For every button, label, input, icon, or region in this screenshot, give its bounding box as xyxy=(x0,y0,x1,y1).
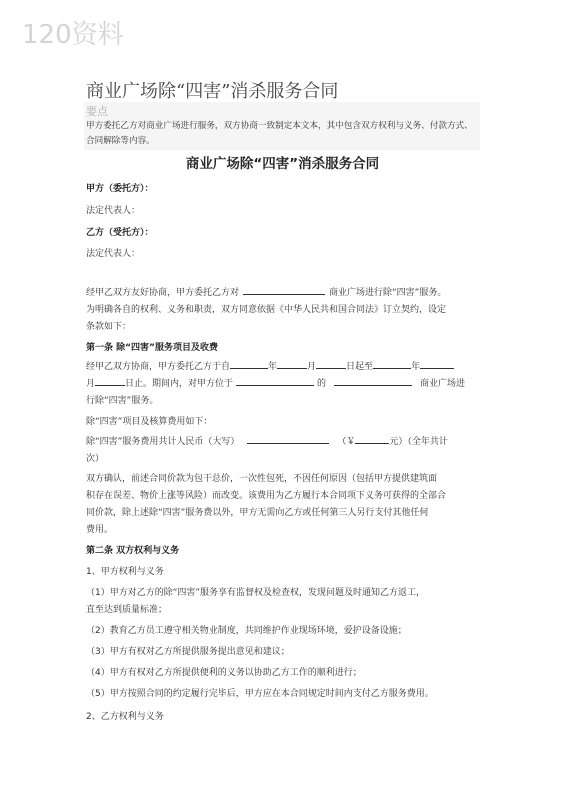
fee-line xyxy=(86,434,448,451)
summary-label: 要点 xyxy=(86,105,108,118)
blank-year-1 xyxy=(230,359,268,369)
party-a-right-1-line-2: 直至达到质量标准； xyxy=(86,605,168,615)
contract-title: 商业广场除“四害”消杀服务合同 xyxy=(185,156,380,172)
document-title: 商业广场除“四害”消杀服务合同 xyxy=(86,81,339,102)
fee-text-c: 元）（全年共计 xyxy=(389,437,448,447)
party-a-right-5: （5）甲方按照合同的约定履行完毕后，甲方应在本合同规定时间内支付乙方服务费用。 xyxy=(86,689,434,699)
summary-text: 甲方委托乙方对商业广场进行服务，双方协商一致制定本文本，其中包含双方权利与义务、付款方式、合同解除等内容。 xyxy=(86,121,473,146)
blank-day-1 xyxy=(316,359,346,369)
summary-box xyxy=(84,102,480,150)
intro-text-1: 经甲乙双方友好协商，甲方委托乙方对 xyxy=(86,288,240,298)
intro-line-1 xyxy=(86,285,446,302)
party-a-right-4: （4）甲方有权对乙方所提供便利的义务以协助乙方工作的顺利进行； xyxy=(86,668,362,678)
intro-text-2: 商业广场进行除“四害”服务。 xyxy=(329,288,447,298)
article-1-heading: 第一条 除“四害”服务项目及收费 xyxy=(86,343,218,353)
a1-text-h: 的 xyxy=(317,379,327,389)
a1-text-f: 月 xyxy=(86,379,96,389)
party-a-rights-title: 1、甲方权利与义务 xyxy=(86,567,164,577)
confirm-line-1: 双方确认，前述合同价款为包干总价，一次性包死，不因任何原因（包括甲方提供建筑面 xyxy=(86,474,438,484)
party-b-representative: 法定代表人： xyxy=(86,249,141,259)
blank-month-1 xyxy=(277,359,307,369)
a1-text-i: 商业广场进 xyxy=(420,379,466,389)
party-a-representative: 法定代表人： xyxy=(86,206,141,216)
party-a-label: 甲方（委托方）： xyxy=(86,184,154,194)
blank-fee-amount xyxy=(355,434,389,444)
fee-intro: 除“四害”项目及核算费用如下： xyxy=(86,417,213,427)
a1-text-e: 年 xyxy=(411,362,421,372)
watermark: 120资料 xyxy=(22,20,124,50)
article-1-line-1 xyxy=(86,359,454,376)
party-b-label: 乙方（受托方）： xyxy=(86,228,154,238)
blank-month-2a xyxy=(420,359,454,369)
confirm-line-2: 积存在误差、物价上涨等风险）而改变。该费用为乙方履行本合同项下义务可获得的全部合 xyxy=(86,491,447,501)
a1-text-g: 日止。期间内，对甲方位于 xyxy=(125,379,234,389)
blank-year-2 xyxy=(373,359,411,369)
intro-line-3: 条款如下： xyxy=(86,322,132,332)
party-b-rights-title: 2、乙方权利与义务 xyxy=(86,712,164,722)
fee-text-b: （￥ xyxy=(337,437,356,447)
party-a-right-2: （2）教育乙方员工遵守相关物业制度，共同维护作业现场环境，爱护设备设施； xyxy=(86,626,407,636)
fee-text-a: 除“四害”服务费用共计人民币（大写） xyxy=(86,437,240,447)
party-a-right-1-line-1: （1）甲方对乙方的除“四害”服务享有监督权及检查权，发现问题及时通知乙方返工， xyxy=(86,588,426,598)
article-1-line-3: 行除“四害”服务。 xyxy=(86,396,159,406)
a1-text-a: 经甲乙双方协商，甲方委托乙方于自 xyxy=(86,362,231,372)
confirm-line-3: 同价款，除上述除“四害”服务费以外，甲方无需向乙方或任何第三人另行支付其他任何 xyxy=(86,508,429,518)
a1-text-d: 日起至 xyxy=(346,362,374,372)
a1-text-c: 月 xyxy=(307,362,317,372)
article-1-line-2 xyxy=(86,376,465,393)
blank-fee-words xyxy=(247,434,329,444)
party-a-right-3: （3）甲方有权对乙方所提供服务提出意见和建议； xyxy=(86,647,290,657)
confirm-line-4: 费用。 xyxy=(86,525,114,535)
a1-text-b: 年 xyxy=(268,362,278,372)
intro-line-2: 为明确各自的权利、义务和职责，双方同意依据《中华人民共和国合同法》订立契约，设定 xyxy=(86,305,447,315)
intro-blank xyxy=(243,285,325,295)
article-2-heading: 第二条 双方权利与义务 xyxy=(86,546,180,556)
blank-plaza-name xyxy=(334,376,412,386)
blank-location xyxy=(236,376,314,386)
fee-line-2: 次） xyxy=(86,454,105,464)
blank-day-2 xyxy=(95,376,125,386)
